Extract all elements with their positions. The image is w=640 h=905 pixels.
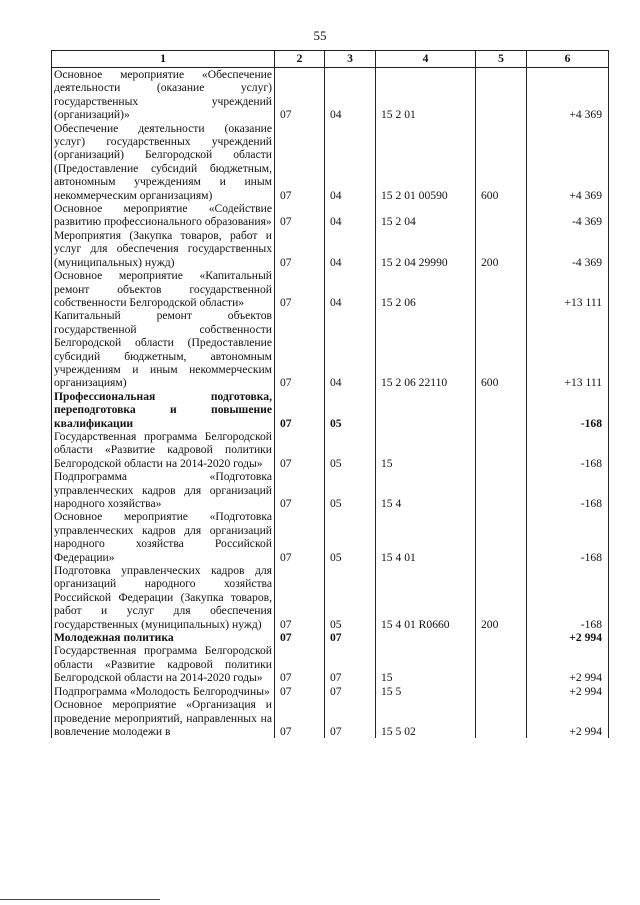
row-section: 07: [275, 564, 325, 631]
table-row: [52, 68, 609, 122]
table-row: [52, 510, 609, 564]
header-col-5: 5: [476, 51, 527, 68]
row-subsection: 04: [325, 122, 376, 202]
row-target-article: 15 2 04: [376, 202, 476, 229]
row-amount: -168: [527, 390, 609, 430]
row-amount: +2 994: [527, 631, 609, 644]
row-section: 07: [275, 510, 325, 564]
row-name: Подпрограмма «Молодость Белгородчины»: [52, 685, 275, 698]
row-expense-type: [476, 269, 527, 309]
header-col-6: 6: [527, 51, 609, 68]
row-subsection: 07: [325, 698, 376, 738]
table-row: [52, 644, 609, 684]
row-target-article: 15 5 02: [376, 698, 476, 738]
header-col-2: 2: [275, 51, 325, 68]
row-section: 07: [275, 430, 325, 470]
row-target-article: 15 2 01 00590: [376, 122, 476, 202]
row-subsection: 05: [325, 564, 376, 631]
row-subsection: 04: [325, 68, 376, 122]
row-section: 07: [275, 229, 325, 269]
row-name: Молодежная политика: [52, 631, 275, 644]
row-section: 07: [275, 685, 325, 698]
row-name: Подпрограмма «Подготовка управленческих кадров для организаций народного хозяйства»: [52, 470, 275, 510]
table-row: [52, 470, 609, 510]
row-name: Основное мероприятие «Организация и проведение мероприятий, направленных на вовлечение молодежи в: [52, 698, 275, 738]
row-section: 07: [275, 644, 325, 684]
row-amount: -168: [527, 510, 609, 564]
row-expense-type: 600: [476, 122, 527, 202]
row-name: Профессиональная подготовка, переподготовка и повышение квалификации: [52, 390, 275, 430]
row-target-article: [376, 390, 476, 430]
row-target-article: 15 5: [376, 685, 476, 698]
row-subsection: 07: [325, 685, 376, 698]
row-amount: -168: [527, 470, 609, 510]
table-row: [52, 430, 609, 470]
row-subsection: 05: [325, 430, 376, 470]
header-col-3: 3: [325, 51, 376, 68]
row-section: 07: [275, 202, 325, 229]
page-number: 55: [313, 28, 327, 43]
row-expense-type: 600: [476, 309, 527, 389]
row-amount: +13 111: [527, 269, 609, 309]
row-name: Основное мероприятие «Подготовка управленческих кадров для организаций народного хозяйства Российской Федерации»: [52, 510, 275, 564]
row-name: Обеспечение деятельности (оказание услуг) государственных учреждений (организаций) Белгородской области (Предоставление субсидий бюджетным, автономным учреждениям и иным некоммерческим организациям): [52, 122, 275, 202]
row-name: Основное мероприятие «Капитальный ремонт объектов государственной собственности Белгородской области»: [52, 269, 275, 309]
row-expense-type: [476, 202, 527, 229]
row-section: 07: [275, 631, 325, 644]
row-amount: +4 369: [527, 68, 609, 122]
row-amount: -4 369: [527, 202, 609, 229]
row-name: Основное мероприятие «Содействие развитию профессионального образования»: [52, 202, 275, 229]
table-row: [52, 631, 609, 644]
row-name: Подготовка управленческих кадров для организаций народного хозяйства Российской Федерации (Закупка товаров, работ и услуг для обеспечения государственных (муниципальных) нужд): [52, 564, 275, 631]
row-name: Капитальный ремонт объектов государственной собственности Белгородской области (Предоставление субсидий бюджетным, автономным учреждениям и иным некоммерческим организациям): [52, 309, 275, 389]
row-target-article: 15 4: [376, 470, 476, 510]
row-subsection: 04: [325, 229, 376, 269]
row-subsection: 04: [325, 202, 376, 229]
table-row: [52, 390, 609, 430]
row-expense-type: [476, 631, 527, 644]
row-section: 07: [275, 470, 325, 510]
row-target-article: 15: [376, 430, 476, 470]
row-expense-type: [476, 430, 527, 470]
row-expense-type: [476, 685, 527, 698]
row-target-article: 15: [376, 644, 476, 684]
row-subsection: 04: [325, 309, 376, 389]
row-target-article: 15 4 01 R0660: [376, 564, 476, 631]
table-row: [52, 269, 609, 309]
table-row: [52, 698, 609, 738]
row-expense-type: [476, 470, 527, 510]
row-section: 07: [275, 122, 325, 202]
footer-rule: [0, 899, 160, 900]
row-expense-type: [476, 510, 527, 564]
row-target-article: 15 2 06: [376, 269, 476, 309]
table-row: [52, 122, 609, 202]
row-subsection: 05: [325, 390, 376, 430]
row-expense-type: [476, 68, 527, 122]
table-row: [52, 685, 609, 698]
row-amount: +13 111: [527, 309, 609, 389]
row-name: Государственная программа Белгородской области «Развитие кадровой политики Белгородской области на 2014-2020 годы»: [52, 430, 275, 470]
table-header-row: [52, 51, 609, 68]
row-target-article: [376, 631, 476, 644]
row-name: Мероприятия (Закупка товаров, работ и услуг для обеспечения государственных (муниципальных) нужд): [52, 229, 275, 269]
row-name: Основное мероприятие «Обеспечение деятельности (оказание услуг) государственных учреждений (организаций)»: [52, 68, 275, 122]
row-expense-type: 200: [476, 564, 527, 631]
row-subsection: 07: [325, 631, 376, 644]
row-subsection: 05: [325, 470, 376, 510]
row-target-article: 15 2 01: [376, 68, 476, 122]
row-section: 07: [275, 698, 325, 738]
row-amount: -168: [527, 430, 609, 470]
row-amount: +2 994: [527, 644, 609, 684]
row-subsection: 04: [325, 269, 376, 309]
header-col-1: 1: [52, 51, 275, 68]
table-row: [52, 202, 609, 229]
row-amount: -4 369: [527, 229, 609, 269]
row-target-article: 15 2 06 22110: [376, 309, 476, 389]
table-row: [52, 564, 609, 631]
row-amount: -168: [527, 564, 609, 631]
row-amount: +4 369: [527, 122, 609, 202]
budget-table: [51, 50, 609, 738]
table-row: [52, 229, 609, 269]
header-col-4: 4: [376, 51, 476, 68]
row-expense-type: 200: [476, 229, 527, 269]
row-subsection: 07: [325, 644, 376, 684]
table-row: [52, 309, 609, 389]
row-subsection: 05: [325, 510, 376, 564]
row-target-article: 15 2 04 29990: [376, 229, 476, 269]
row-section: 07: [275, 390, 325, 430]
row-target-article: 15 4 01: [376, 510, 476, 564]
row-section: 07: [275, 309, 325, 389]
row-expense-type: [476, 390, 527, 430]
row-expense-type: [476, 644, 527, 684]
row-amount: +2 994: [527, 685, 609, 698]
row-section: 07: [275, 269, 325, 309]
row-section: 07: [275, 68, 325, 122]
row-name: Государственная программа Белгородской области «Развитие кадровой политики Белгородской области на 2014-2020 годы»: [52, 644, 275, 684]
row-amount: +2 994: [527, 698, 609, 738]
row-expense-type: [476, 698, 527, 738]
